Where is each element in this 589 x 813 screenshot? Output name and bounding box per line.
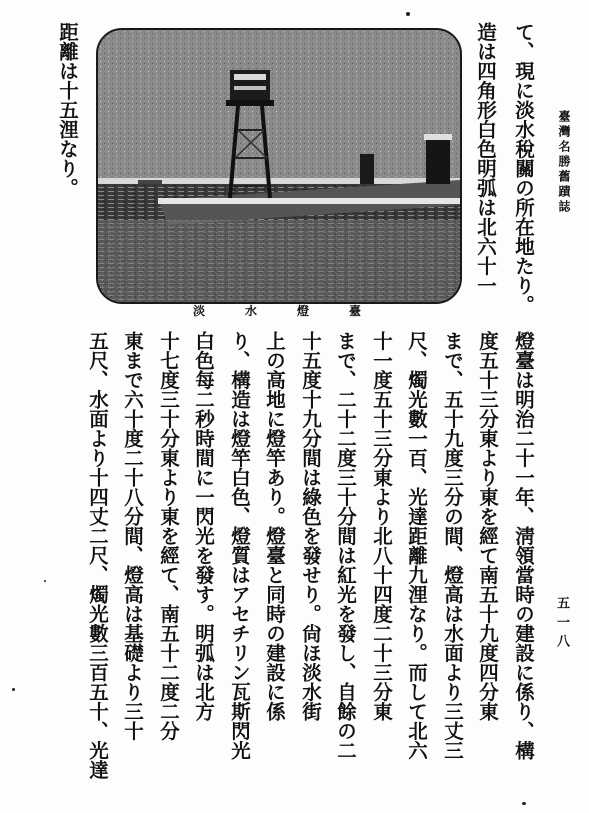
photo-caption: 淡水燈臺 — [192, 304, 401, 318]
text-column: 燈臺は明治二十一年、淸領當時の建設に係り、構 — [512, 331, 535, 760]
text-column: 白色每二秒時間に一閃光を發す。明弧は北方 — [192, 331, 215, 721]
scan-speck — [12, 688, 15, 691]
lighthouse-photo — [96, 28, 462, 304]
scan-speck — [522, 802, 526, 805]
text-column: 尺、燭光數一百、光達距離九浬なり。而して北六 — [405, 331, 428, 760]
text-column-continued: て、現に淡水稅關の所在地たり。 — [512, 22, 535, 315]
text-column: 十一度五十三分東より北八十四度二十三分東 — [370, 331, 393, 721]
running-header: 臺灣名勝舊蹟誌 — [557, 110, 571, 215]
text-column: 十七度三十分東より東を經て、南五十二度二分 — [157, 331, 180, 741]
text-column: り、構造は燈竿白色、燈質はアセチリン瓦斯閃光 — [228, 331, 251, 760]
text-column: まで、二十二度三十分間は紅光を發し、自餘の二 — [334, 331, 357, 760]
text-column: 十五度十九分間は綠色を發せり。尙ほ淡水街 — [299, 331, 322, 721]
text-column-structure: 造は四角形白色明弧は北六十一 — [474, 22, 497, 295]
page-number: 五一八 — [554, 596, 569, 653]
text-column: 上の高地に燈竿あり。燈臺と同時の建設に係 — [263, 331, 286, 721]
scan-speck — [44, 580, 46, 582]
text-column: 度五十三分東より東を經て南五十九度四分東 — [476, 331, 499, 721]
lighthouse-illustration — [98, 30, 460, 302]
text-column: 東まで六十度二十八分間、燈高は基礎より三十 — [121, 331, 144, 741]
scan-speck — [406, 12, 410, 16]
text-column: まで、五十九度三分の間、燈高は水面より三丈三 — [441, 331, 464, 760]
text-column-distance: 距離は十五浬なり。 — [56, 22, 79, 198]
text-column: 五尺、水面より十四丈二尺、燭光數三百五十、光達 — [86, 331, 109, 780]
